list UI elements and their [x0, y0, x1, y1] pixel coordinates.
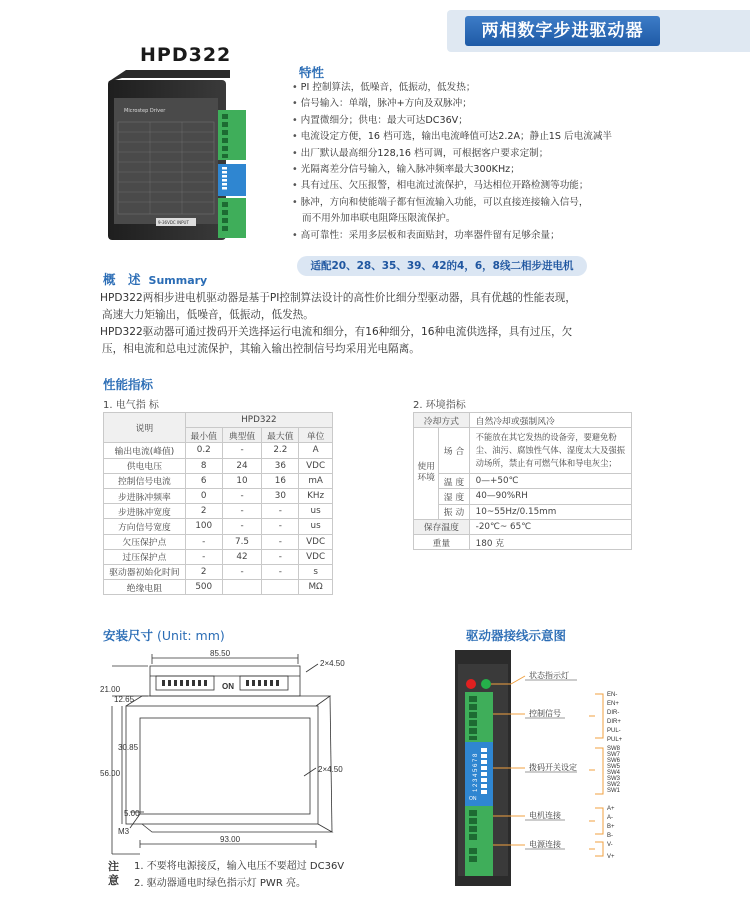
dimension-drawing [100, 644, 370, 864]
occasion-line: 不能放在其它发热的设备旁，要避免粉 [475, 432, 617, 443]
occasion-line: 动场所，禁止有可燃气体和导电灰尘； [475, 458, 617, 469]
environment-spec-table [413, 412, 632, 550]
summary-line: HPD322驱动器可通过拨码开关选择运行电流和细分，有16种细分，16种电流供选择，具有过压，欠 [100, 326, 573, 338]
header-banner [447, 10, 750, 52]
pin-label: EN+ [607, 701, 619, 707]
table-row [104, 443, 333, 458]
table-cell: 100 [185, 519, 222, 534]
summary-line: 压，相电流和总电过流保护，其输入输出控制信号均采用光电隔离。 [102, 343, 420, 355]
dim-hole-mid: 2×4.50 [318, 765, 343, 774]
table-cell: 36 [262, 458, 299, 473]
pin-label: V+ [607, 854, 615, 860]
table-cell: 输出电流(峰值) [104, 443, 186, 458]
table-cell: 过压保护点 [104, 549, 186, 564]
table-cell: 7.5 [222, 534, 262, 549]
pin-label: A+ [607, 806, 615, 812]
pin-label: SW5 [607, 764, 621, 770]
dip-setting-label: 拨码开关设定 [529, 763, 577, 772]
notes-list [134, 858, 344, 892]
pin-label: SW3 [607, 776, 621, 782]
table-cell: 30 [262, 488, 299, 503]
table-cell: - [222, 443, 262, 458]
table-cell: 0.2 [185, 443, 222, 458]
summary-title-cn: 概 述 [103, 272, 141, 287]
table-cell: 16 [262, 473, 299, 488]
pin-label: SW8 [607, 746, 621, 752]
dimensions-title-cn: 安装尺寸 [103, 628, 154, 643]
table-cell: VDC [299, 549, 333, 564]
dip-numbers: 1 2 3 4 5 6 7 8 [473, 753, 479, 792]
table-cell: 重量 [414, 534, 470, 549]
table-cell: 使用环境 [414, 428, 439, 520]
table-cell [222, 580, 262, 595]
table-cell: 绝缘电阻 [104, 580, 186, 595]
pin-label: SW2 [607, 782, 621, 788]
feature-item: • 具有过压、欠压报警，相电流过流保护，马达相位开路检测等功能； [292, 180, 589, 192]
feature-item-continued: 而不用外加串联电阻降压限流保护。 [302, 213, 456, 225]
dimensions-title [103, 626, 225, 644]
table-cell: 自然冷却或强制风冷 [469, 413, 631, 428]
pin-label: B- [607, 833, 613, 839]
table-cell: VDC [299, 458, 333, 473]
performance-title: 性能指标 [103, 377, 154, 392]
table-cell: 24 [222, 458, 262, 473]
table-cell: 0—+50℃ [469, 474, 631, 489]
page-title: 两相数字步进驱动器 [465, 16, 660, 46]
status-led-label: 状态指示灯 [529, 671, 569, 680]
table-cell: 8 [185, 458, 222, 473]
feature-item: • 高可靠性：采用多层板和表面贴封，功率器件留有足够余量； [292, 229, 560, 241]
table-cell: 湿 度 [439, 489, 469, 504]
table-cell: 供电电压 [104, 458, 186, 473]
table-cell: 驱动器初始化时间 [104, 564, 186, 579]
table-row [104, 580, 333, 595]
table-row [104, 473, 333, 488]
dim-m3: M3 [118, 827, 130, 836]
pin-label: SW4 [607, 770, 621, 776]
dip-on-text: ON [222, 682, 234, 691]
table-cell: 冷却方式 [414, 413, 470, 428]
table-cell: - [262, 564, 299, 579]
motor-support-badge: 适配20、28、35、39、42的4，6，8线二相步进电机 [297, 256, 587, 276]
device-voltage-label: 9-36VDC INPUT [158, 220, 189, 225]
dim-width-top: 85.50 [210, 649, 231, 658]
electrical-subtitle: 1. 电气指 标 [103, 400, 159, 411]
note-item: 1. 不要将电源接反，输入电压不要超过 DC36V [134, 861, 345, 872]
table-cell: MΩ [299, 580, 333, 595]
dim-21: 21.00 [100, 685, 121, 694]
dip-on-label: ON [469, 796, 477, 802]
table-cell: - [185, 549, 222, 564]
table-cell: 42 [222, 549, 262, 564]
table-cell: mA [299, 473, 333, 488]
table-header: 最大值 [262, 428, 299, 443]
pin-label: SW7 [607, 752, 621, 758]
table-cell: 控制信号电流 [104, 473, 186, 488]
dimensions-unit: (Unit: mm) [157, 628, 225, 643]
feature-item: • 信号输入：单端，脉冲+方向及双脉冲； [292, 98, 472, 110]
table-cell: us [299, 504, 333, 519]
table-row [104, 564, 333, 579]
table-cell: 10 [222, 473, 262, 488]
features-list [292, 80, 712, 244]
pin-label: SW6 [607, 758, 621, 764]
device-brand-text: Microstep Driver [124, 108, 166, 114]
features-title: 特性 [299, 65, 325, 80]
summary-text [100, 290, 640, 358]
table-cell [262, 580, 299, 595]
table-cell: 2 [185, 504, 222, 519]
feature-item: • PI 控制算法，低噪音，低振动，低发热； [292, 82, 476, 93]
feature-item: • 内置微细分；供电：最大可达DC36V； [292, 114, 468, 126]
occasion-line: 尘、油污、腐蚀性气体、湿度太大及强振 [475, 445, 625, 456]
table-cell: - [262, 519, 299, 534]
table-cell: - [262, 534, 299, 549]
table-cell: us [299, 519, 333, 534]
table-row [104, 534, 333, 549]
pin-label: DIR+ [607, 719, 621, 725]
table-cell: 方向信号宽度 [104, 519, 186, 534]
pin-label: SW1 [607, 788, 621, 794]
note-item: 2. 驱动器通电时绿色指示灯 PWR 亮。 [134, 878, 306, 889]
table-cell: 180 克 [469, 534, 631, 549]
environment-subtitle: 2. 环境指标 [413, 400, 466, 411]
table-row [104, 488, 333, 503]
dim-56: 56.00 [100, 769, 121, 778]
summary-line: 高速大力矩输出，低噪音，低振动，低发热。 [102, 309, 314, 321]
table-row [104, 519, 333, 534]
power-connection-label: 电源连接 [529, 840, 561, 849]
table-cell: 0 [185, 488, 222, 503]
pin-label: B+ [607, 824, 615, 830]
product-image [100, 68, 260, 246]
feature-item: • 脉冲，方向和使能端子都有恒流输入功能，可以直接连接输入信号， [292, 196, 589, 208]
status-led-red [466, 679, 476, 689]
wiring-title: 驱动器接线示意图 [466, 628, 567, 643]
summary-title [103, 270, 207, 288]
table-cell: A [299, 443, 333, 458]
table-cell: -20℃~ 65℃ [469, 519, 631, 534]
table-cell: 欠压保护点 [104, 534, 186, 549]
table-cell: 振 动 [439, 504, 469, 519]
pin-label: EN- [607, 692, 618, 698]
summary-line: HPD322两相步进电机驱动器是基于PI控制算法设计的高性价比细分型驱动器，具有优越的性能表现， [100, 292, 576, 304]
pin-label: V- [607, 842, 613, 848]
table-row [104, 549, 333, 564]
table-cell: 步进脉冲频率 [104, 488, 186, 503]
feature-item: • 出厂默认最高细分128,16 档可调，可根据客户要求定制； [292, 147, 549, 159]
pin-label: PUL+ [607, 737, 623, 743]
table-header: 典型值 [222, 428, 262, 443]
table-cell: 场 合 [439, 428, 469, 474]
table-cell: - [185, 534, 222, 549]
table-cell: 500 [185, 580, 222, 595]
table-cell: 2.2 [262, 443, 299, 458]
table-cell: - [262, 504, 299, 519]
table-cell: 40—90%RH [469, 489, 631, 504]
summary-title-en: Summary [148, 274, 208, 287]
table-row [104, 458, 333, 473]
table-cell: - [262, 549, 299, 564]
wiring-diagram [455, 644, 675, 888]
table-header: HPD322 [185, 413, 332, 428]
table-cell [469, 428, 631, 474]
feature-item: • 电流设定方便，16 档可选，输出电流峰值可达2.2A；静止1S 后电流减半 [292, 131, 613, 143]
table-cell: s [299, 564, 333, 579]
table-cell: 6 [185, 473, 222, 488]
table-cell: 步进脉冲宽度 [104, 504, 186, 519]
dim-30-85: 30.85 [118, 743, 139, 752]
table-cell: 温 度 [439, 474, 469, 489]
table-cell: VDC [299, 534, 333, 549]
table-cell: - [222, 564, 262, 579]
dim-width-bottom: 93.00 [220, 835, 241, 844]
motor-connection-label: 电机连接 [529, 811, 561, 820]
table-cell: 2 [185, 564, 222, 579]
dim-5: 5.00 [124, 809, 140, 818]
table-cell: 10~55Hz/0.15mm [469, 504, 631, 519]
table-row [104, 504, 333, 519]
table-header: 单位 [299, 428, 333, 443]
table-header: 最小值 [185, 428, 222, 443]
dim-hole-top: 2×4.50 [320, 659, 345, 668]
table-cell: KHz [299, 488, 333, 503]
notes-label: 注意 [108, 860, 119, 887]
pin-label: PUL- [607, 728, 621, 734]
table-cell: - [222, 488, 262, 503]
table-cell: - [222, 504, 262, 519]
control-signal-label: 控制信号 [529, 709, 561, 718]
feature-item: • 光隔离差分信号输入，输入脉冲频率最大300KHz； [292, 164, 520, 176]
pin-label: A- [607, 815, 613, 821]
status-led-green [481, 679, 491, 689]
dim-12-65: 12.65 [114, 695, 135, 704]
table-cell: 保存温度 [414, 519, 470, 534]
product-model: HPD322 [140, 44, 232, 66]
table-header: 说明 [104, 413, 186, 443]
pin-label: DIR- [607, 710, 620, 716]
electrical-spec-table [103, 412, 333, 595]
table-cell: - [222, 519, 262, 534]
